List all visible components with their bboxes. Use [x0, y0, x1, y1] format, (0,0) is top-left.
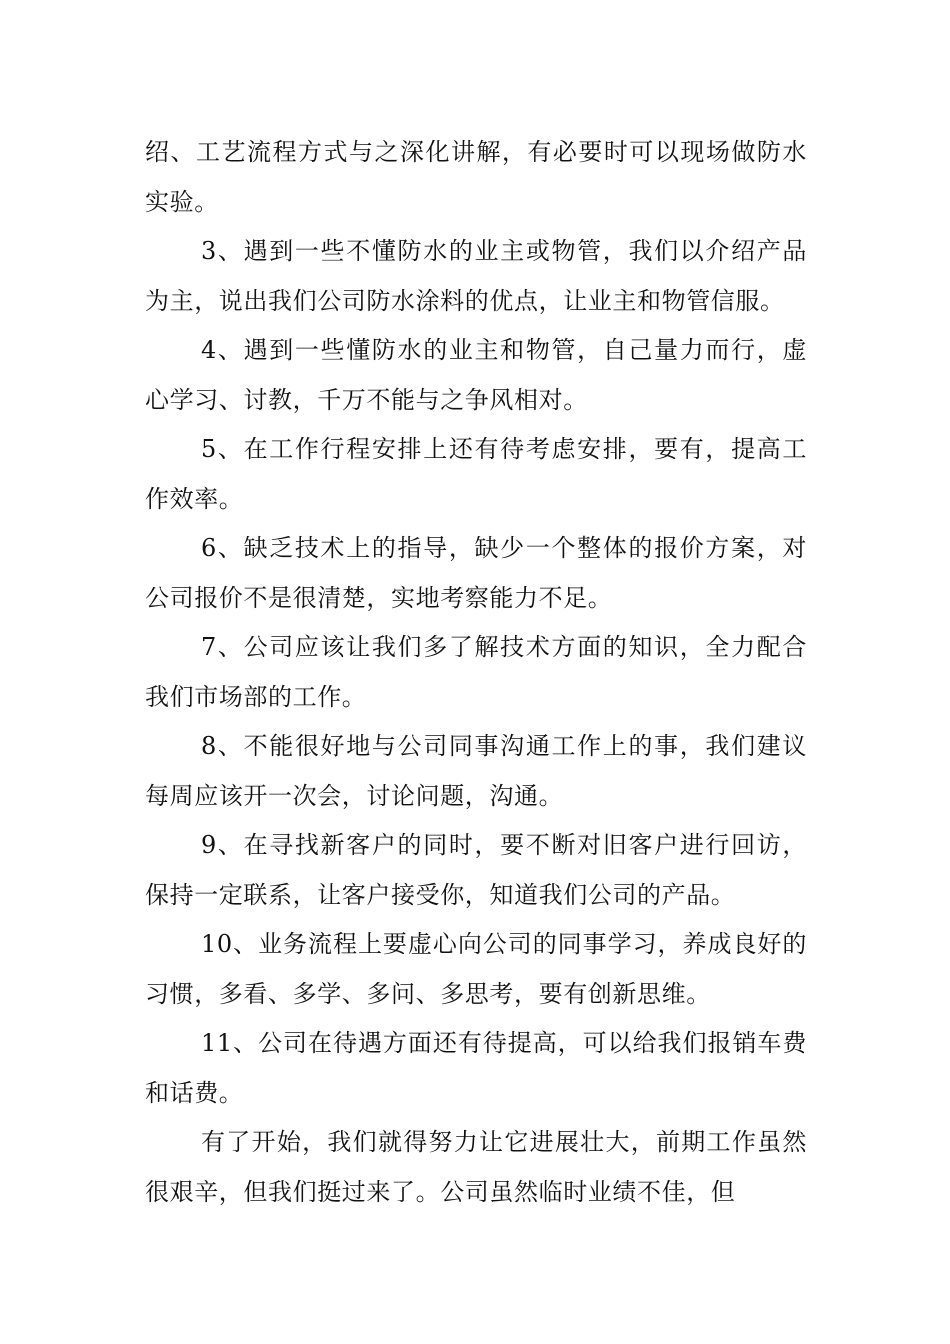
- paragraph-item-6: 6、缺乏技术上的指导，缺少一个整体的报价方案，对公司报价不是很清楚，实地考察能力不足。: [145, 534, 807, 612]
- paragraph-item-9: 9、在寻找新客户的同时，要不断对旧客户进行回访，保持一定联系，让客户接受你，知道我们公司的产品。: [145, 831, 807, 909]
- paragraph-item-11: 11、公司在待遇方面还有待提高，可以给我们报销车费和话费。: [145, 1029, 807, 1107]
- paragraph-item-4: 4、遇到一些懂防水的业主和物管，自己量力而行，虚心学习、讨教，千万不能与之争风相对。: [145, 336, 807, 414]
- paragraph-continuation: 绍、工艺流程方式与之深化讲解，有必要时可以现场做防水实验。: [145, 138, 807, 216]
- paragraph-item-7: 7、公司应该让我们多了解技术方面的知识，全力配合我们市场部的工作。: [145, 633, 807, 711]
- paragraph-item-5: 5、在工作行程安排上还有待考虑安排，要有，提高工作效率。: [145, 435, 807, 513]
- paragraph-item-3: 3、遇到一些不懂防水的业主或物管，我们以介绍产品为主，说出我们公司防水涂料的优点，让业主和物管信服。: [145, 237, 807, 315]
- paragraph-item-8: 8、不能很好地与公司同事沟通工作上的事，我们建议每周应该开一次会，讨论问题，沟通。: [145, 732, 807, 810]
- document-body: [145, 128, 807, 1217]
- paragraph-item-10: 10、业务流程上要虚心向公司的同事学习，养成良好的习惯，多看、多学、多问、多思考，要有创新思维。: [145, 930, 807, 1008]
- paragraph-closing: 有了开始，我们就得努力让它进展壮大，前期工作虽然很艰辛，但我们挺过来了。公司虽然临时业绩不佳，但: [145, 1128, 807, 1206]
